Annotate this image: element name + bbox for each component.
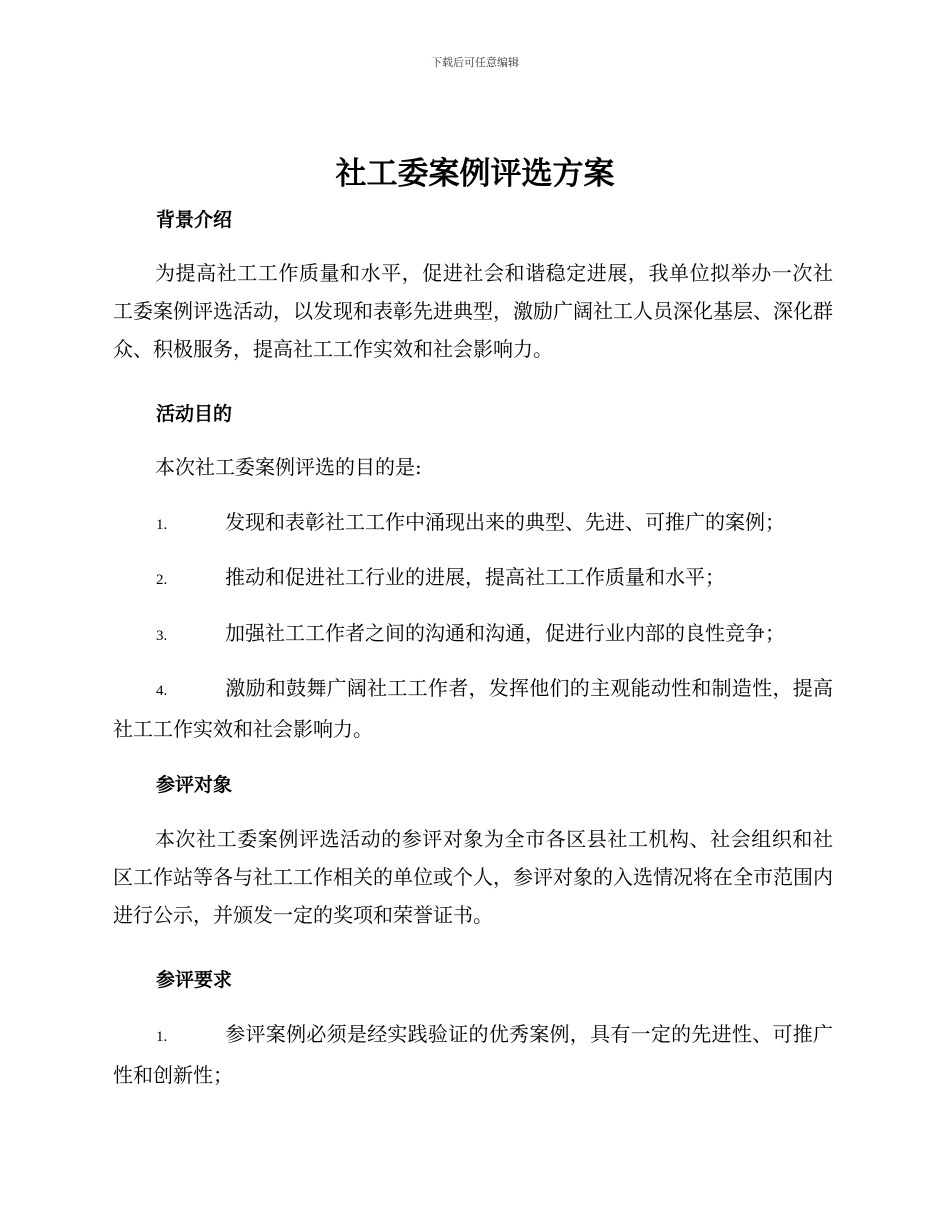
purpose-list-item [113,503,833,544]
list-number: 2. [156,572,168,588]
background-paragraph: 为提高社工工作质量和水平，促进社会和谐稳定进展，我单位拟举办一次社工委案例评选活动，以发现和表彰先进典型，激励广阔社工人员深化基层、深化群众、积极服务，提高社工工作实效和社会影响力。 [113,261,833,361]
requirements-list-item [113,1015,833,1094]
list-text: 加强社工工作者之间的沟通和沟通，促进行业内部的良性竞争； [225,621,785,645]
section-heading-requirements: 参评要求 [156,969,233,991]
list-text: 发现和表彰社工工作中涌现出来的典型、先进、可推广的案例； [225,510,785,534]
list-number: 1. [156,517,168,533]
section-heading-background: 背景介绍 [156,209,233,231]
section-heading-purpose: 活动目的 [156,403,233,425]
document-title: 社工委案例评选方案 [335,156,615,192]
purpose-list-item [113,558,833,599]
list-text: 参评案例必须是经实践验证的优秀案例，具有一定的先进性、可推广性和创新性； [113,1022,833,1087]
purpose-intro: 本次社工委案例评选的目的是: [155,455,422,479]
list-number: 4. [156,683,168,699]
list-number: 1. [156,1029,168,1045]
list-text: 激励和鼓舞广阔社工工作者，发挥他们的主观能动性和制造性，提高社工工作实效和社会影响力。 [113,676,833,741]
purpose-list-item [113,614,833,655]
list-text: 推动和促进社工行业的进展，提高社工工作质量和水平； [225,565,725,589]
section-heading-participants: 参评对象 [156,774,233,796]
purpose-list-item [113,669,833,748]
participants-paragraph: 本次社工委案例评选活动的参评对象为全市各区县社工机构、社会组织和社区工作站等各与社工工作相关的单位或个人，参评对象的入选情况将在全市范围内进行公示，并颁发一定的奖项和荣誉证书。 [113,827,833,927]
list-number: 3. [156,628,168,644]
header-note: 下载后可任意编辑 [431,56,519,69]
